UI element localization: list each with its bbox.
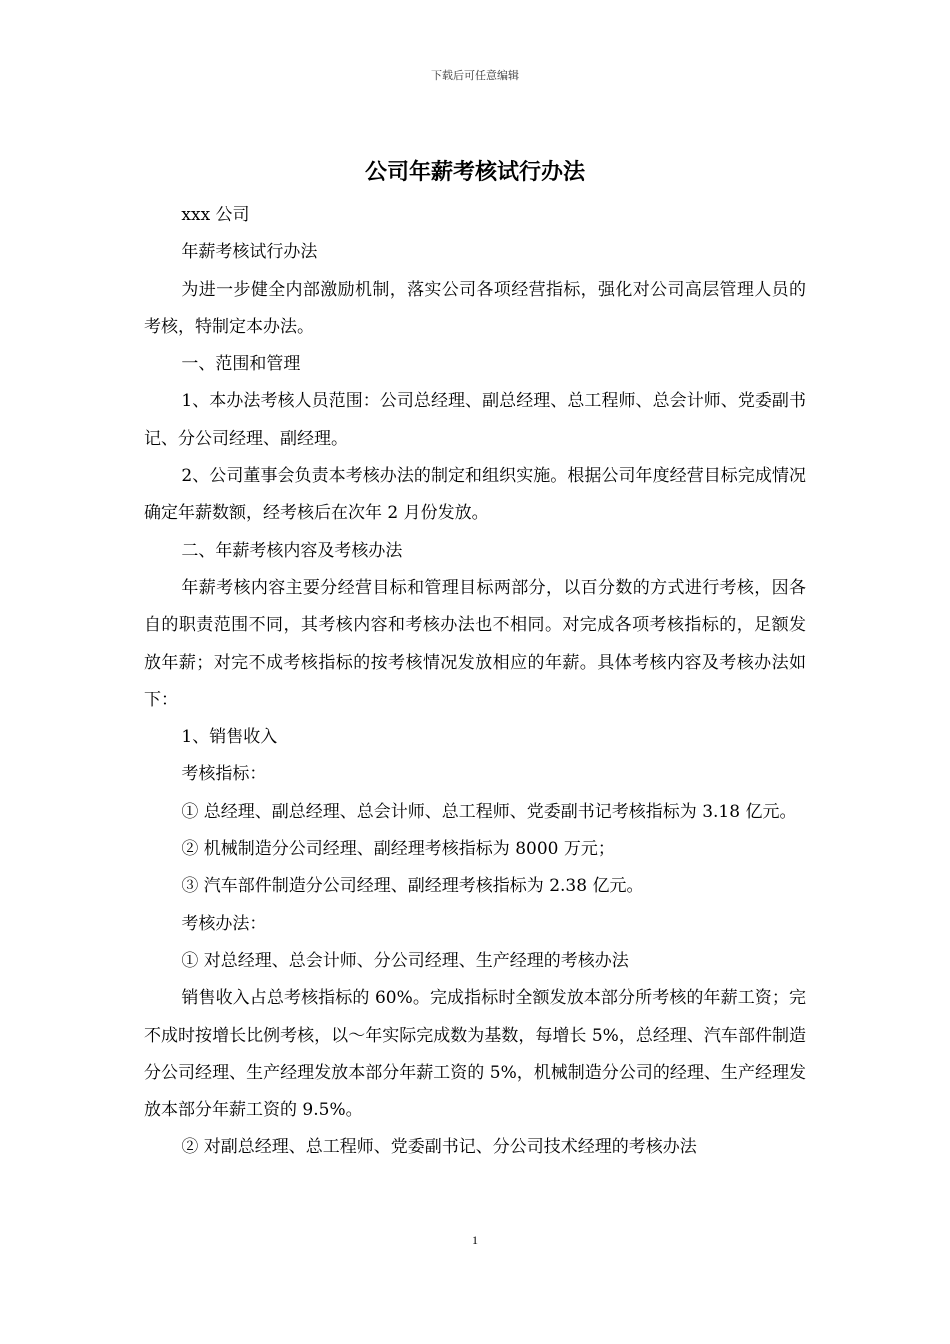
- method-item-2: ② 对副总经理、总工程师、党委副书记、分公司技术经理的考核办法: [181, 1137, 697, 1158]
- section-heading-scope: 一、范围和管理: [181, 354, 301, 375]
- intro-paragraph: 为进一步健全内部激励机制，落实公司各项经营指标，强化对公司高层管理人员的考核，特制定本办法。: [144, 279, 806, 337]
- header-note: 下载后可任意编辑: [431, 69, 519, 82]
- method-item-1: ① 对总经理、总会计师、分公司经理、生产经理的考核办法: [181, 950, 629, 971]
- company-line: xxx 公司: [181, 205, 250, 225]
- section-heading-content: 二、年薪考核内容及考核办法: [181, 540, 403, 561]
- scope-item-1: 1、本办法考核人员范围：公司总经理、副总经理、总工程师、总会计师、党委副书记、分公司经理、副经理。: [144, 391, 806, 449]
- page-number: 1: [472, 1233, 478, 1247]
- document-body: [144, 197, 806, 1167]
- content-paragraph: 年薪考核内容主要分经营目标和管理目标两部分，以百分数的方式进行考核，因各自的职责范围不同，其考核内容和考核办法也不相同。对完成各项考核指标的，足额发放年薪；对完不成考核指标的按考核情况发放相应的年薪。具体考核内容及考核办法如下：: [144, 577, 806, 710]
- scope-item-2: 2、公司董事会负责本考核办法的制定和组织实施。根据公司年度经营目标完成情况确定年薪数额，经考核后在次年 2 月份发放。: [144, 466, 806, 524]
- sales-heading: 1、销售收入: [181, 727, 278, 748]
- method-heading: 考核办法：: [181, 913, 267, 934]
- indicator-item-2: ② 机械制造分公司经理、副经理考核指标为 8000 万元；: [181, 839, 615, 860]
- indicator-heading: 考核指标：: [181, 764, 267, 785]
- indicator-item-1: ① 总经理、副总经理、总会计师、总工程师、党委副书记考核指标为 3.18 亿元。: [181, 801, 797, 822]
- indicator-item-3: ③ 汽车部件制造分公司经理、副经理考核指标为 2.38 亿元。: [181, 876, 644, 897]
- method-paragraph: 销售收入占总考核指标的 60%。完成指标时全额发放本部分所考核的年薪工资；完不成时按增长比例考核，以～年实际完成数为基数，每增长 5%，总经理、汽车部件制造分公司经理、生产经理发放本部分年薪工资的 5%，机械制造分公司的经理、生产经理发放本部分年薪工资的 9.5%。: [144, 988, 806, 1121]
- subtitle-line: 年薪考核试行办法: [181, 242, 318, 263]
- document-title: 公司年薪考核试行办法: [364, 160, 585, 185]
